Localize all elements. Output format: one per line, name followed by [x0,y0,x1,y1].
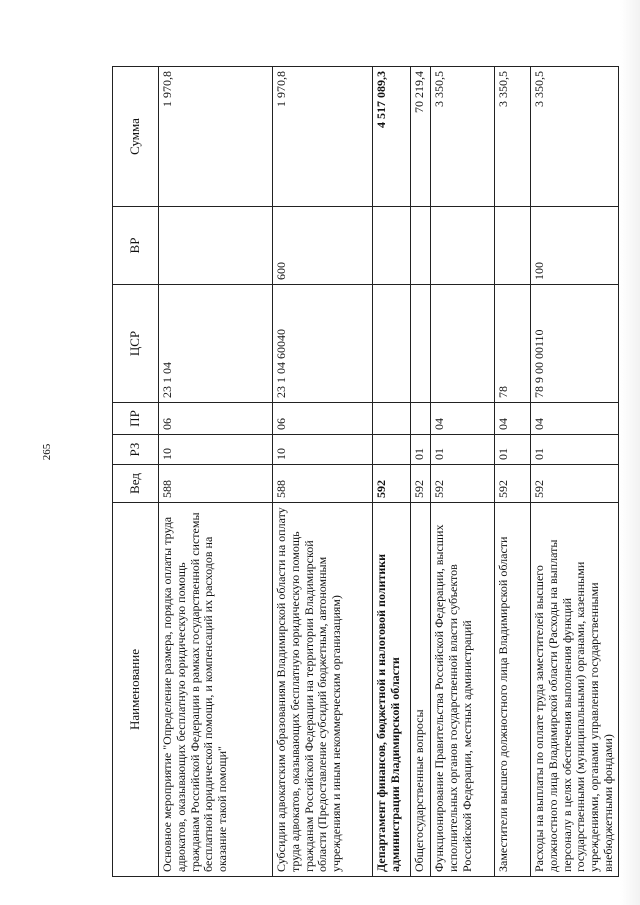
table-row [273,67,373,877]
header-sum: Сумма [113,67,159,207]
budget-table [112,66,619,877]
cell-pr [373,403,411,435]
cell-ved: 592 [373,465,411,503]
cell-rz: 01 [431,435,495,465]
cell-ved: 592 [431,465,495,503]
cell-csr [431,285,495,403]
table-row [373,67,411,877]
scan-edge-shadow [620,0,640,905]
cell-name: Расходы на выплаты по оплате труда заместителей высшего должностного лица Владимирской области (Расходы на выплаты персоналу в целях обеспечения выполнения функций государственными (муниципальными) органами, казенными учреждениями, органами управления государственными внебюджетными фондами) [531,503,619,877]
table-row [159,67,273,877]
cell-csr: 78 9 00 00110 [531,285,619,403]
cell-vr: 600 [273,207,373,285]
cell-pr: 06 [159,403,273,435]
cell-ved: 592 [411,465,431,503]
cell-vr [411,207,431,285]
cell-ved: 592 [495,465,531,503]
cell-sum: 3 350,5 [431,67,495,207]
page-number: 265 [41,443,53,461]
cell-vr: 100 [531,207,619,285]
cell-sum: 4 517 089,3 [373,67,411,207]
cell-sum: 70 219,4 [411,67,431,207]
cell-ved: 592 [531,465,619,503]
cell-vr [431,207,495,285]
cell-sum: 1 970,8 [159,67,273,207]
cell-rz: 10 [159,435,273,465]
cell-rz: 10 [273,435,373,465]
table-row [531,67,619,877]
cell-csr: 78 [495,285,531,403]
cell-vr [159,207,273,285]
cell-name: Заместители высшего должностного лица Владимирской области [495,503,531,877]
cell-sum: 3 350,5 [531,67,619,207]
cell-pr: 04 [431,403,495,435]
cell-rz: 01 [531,435,619,465]
cell-vr [495,207,531,285]
header-csr: ЦСР [113,285,159,403]
cell-csr [411,285,431,403]
rotated-table-wrapper [112,67,615,877]
cell-rz: 01 [411,435,431,465]
cell-sum: 1 970,8 [273,67,373,207]
header-vr: ВР [113,207,159,285]
cell-ved: 588 [159,465,273,503]
cell-sum: 3 350,5 [495,67,531,207]
header-ved: Вед [113,465,159,503]
header-rz: РЗ [113,435,159,465]
table-row [411,67,431,877]
cell-pr: 04 [531,403,619,435]
cell-name: Субсидии адвокатским образованиям Владимирской области на оплату труда адвокатов, оказывающих бесплатную юридическую помощь гражданам Российской Федерации на территории Владимирской области (Предоставление субсидий бюджетным, автономным учреждениям и иным некоммерческим организациям) [273,503,373,877]
table-row [495,67,531,877]
cell-name: Функционирование Правительства Российской Федерации, высших исполнительных органов государственной власти субъектов Российской Федерации, местных администраций [431,503,495,877]
cell-csr: 23 1 04 [159,285,273,403]
cell-pr [411,403,431,435]
table-row [431,67,495,877]
cell-csr: 23 1 04 60040 [273,285,373,403]
header-name: Наименование [113,503,159,877]
cell-pr: 04 [495,403,531,435]
cell-pr: 06 [273,403,373,435]
cell-ved: 588 [273,465,373,503]
cell-rz: 01 [495,435,531,465]
cell-name: Общегосударственные вопросы [411,503,431,877]
table-header-row [113,67,159,877]
cell-vr [373,207,411,285]
cell-rz [373,435,411,465]
header-pr: ПР [113,403,159,435]
cell-name: Департамент финансов, бюджетной и налоговой политики администрации Владимирской области [373,503,411,877]
cell-csr [373,285,411,403]
cell-name: Основное мероприятие "Определение размера, порядка оплаты труда адвокатов, оказывающих бесплатную юридическую помощь гражданам Российской Федерации в рамках государственной системы бесплатной юридической помощи, и компенсаций их расходов на оказание такой помощи" [159,503,273,877]
